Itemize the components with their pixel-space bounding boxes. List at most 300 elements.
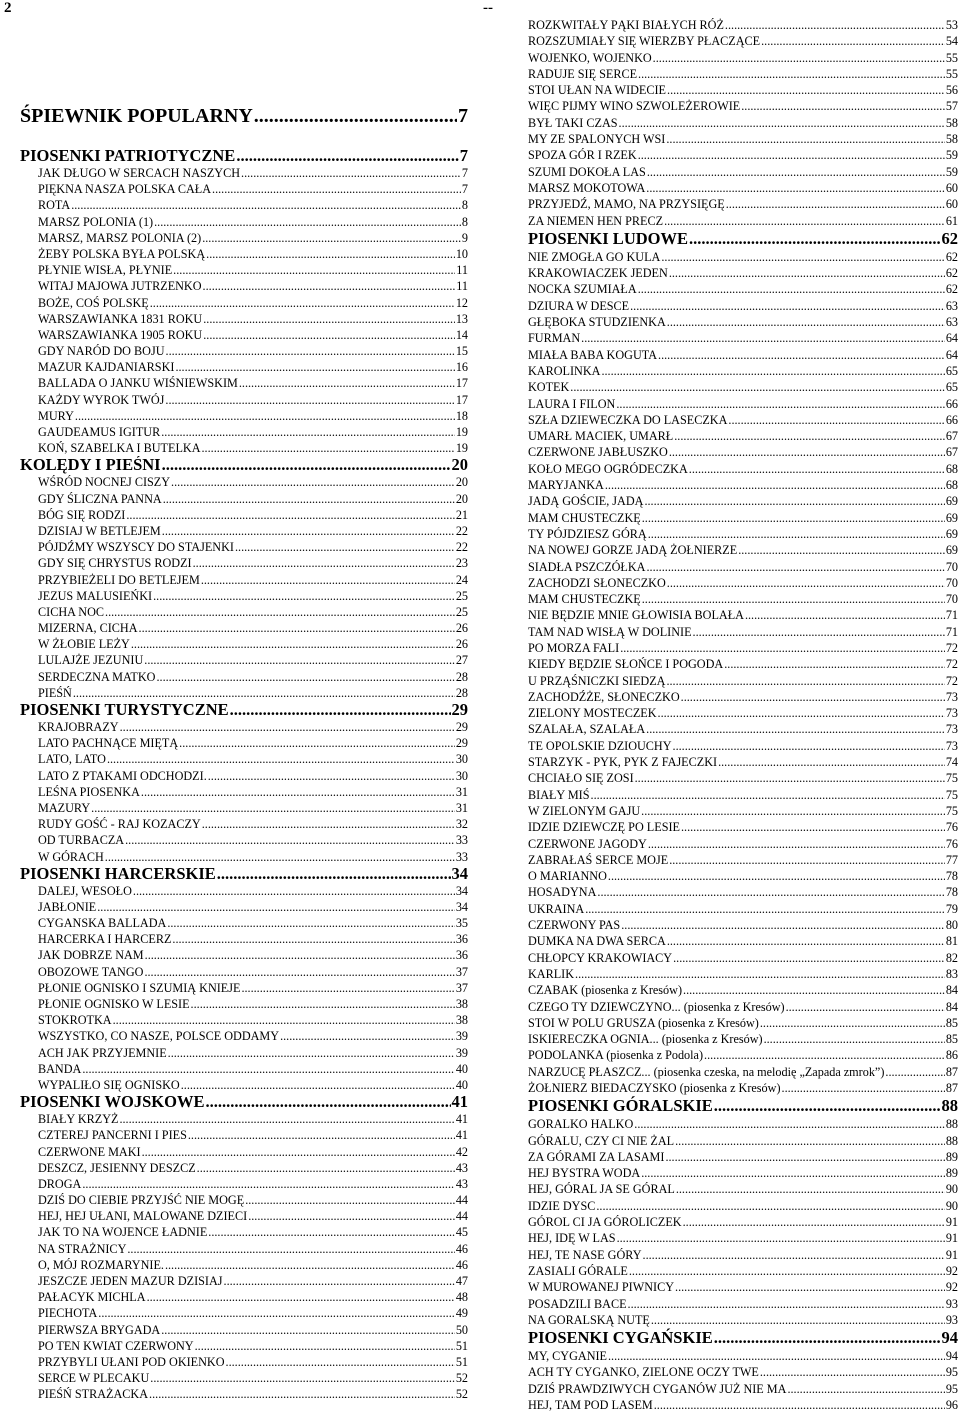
dot-leader: [202, 816, 455, 832]
dot-leader: [646, 721, 945, 737]
toc-entry: [528, 640, 958, 656]
toc-entry: [20, 539, 468, 555]
toc-entry-title: CZTEREJ PANCERNI I PIES: [38, 1128, 187, 1143]
dot-leader: [149, 1386, 455, 1402]
dot-leader: [669, 852, 945, 868]
toc-entry-page: 62: [945, 249, 958, 264]
toc-entry-title: KOŃ, SZABELKA I BUTELKA: [38, 441, 201, 456]
toc-entry-title: SERCE W PLECAKU: [38, 1371, 150, 1386]
toc-entry-page: 44: [455, 1209, 468, 1224]
toc-entry-page: 63: [945, 298, 958, 313]
toc-entry-title: LULAJŻE JEZUNIU: [38, 653, 144, 668]
dot-leader: [641, 1165, 945, 1181]
toc-entry-title: MARSZ POLONIA (1): [38, 214, 154, 229]
dot-leader: [681, 819, 945, 835]
toc-entry-page: 33: [455, 833, 468, 848]
dot-leader: [674, 428, 945, 444]
toc-entry-page: 36: [455, 948, 468, 963]
page-number: 2: [4, 0, 12, 16]
toc-entry: [20, 883, 468, 899]
toc-entry: [528, 50, 958, 66]
toc-entry-page: 72: [945, 673, 958, 688]
toc-entry-title: HARCERKA I HARCERZ: [38, 932, 172, 947]
dot-leader: [738, 542, 945, 558]
toc-entry: [528, 180, 958, 196]
toc-entry-page: 54: [945, 34, 958, 49]
dot-leader: [728, 412, 944, 428]
toc-entry-page: 8: [461, 198, 468, 213]
toc-entry-page: 87: [945, 1064, 958, 1079]
toc-entry-title: ACH JAK PRZYJEMNIE: [38, 1045, 167, 1060]
toc-entry: [528, 363, 958, 379]
dot-leader: [764, 1031, 945, 1047]
toc-entry-page: 12: [455, 295, 468, 310]
dot-leader: [666, 131, 944, 147]
toc-entry-page: 64: [945, 331, 958, 346]
toc-entry-page: 20: [455, 475, 468, 490]
dot-leader: [616, 396, 944, 412]
toc-entry-page: 46: [455, 1241, 468, 1256]
dot-leader: [718, 754, 945, 770]
toc-entry-page: 68: [945, 461, 958, 476]
dot-leader: [608, 1348, 945, 1364]
toc-entry-page: 29: [455, 720, 468, 734]
toc-entry: [528, 33, 958, 49]
toc-entry-page: 43: [455, 1176, 468, 1191]
toc-entry-title: JEZUS MALUSIEŃKI: [38, 588, 153, 603]
toc-entry-title: IDZIE DZIEWCZĘ PO LESIE: [528, 820, 680, 835]
dot-leader: [226, 1354, 455, 1370]
dot-leader: [676, 1181, 945, 1197]
toc-section-heading: [528, 1096, 958, 1116]
toc-entry-page: 66: [945, 396, 958, 411]
toc-book-heading: [20, 103, 468, 147]
toc-entry-page: 69: [945, 543, 958, 558]
dot-leader: [202, 440, 455, 456]
toc-section-heading: [20, 147, 468, 165]
toc-entry-page: 85: [945, 1015, 958, 1030]
toc-entry-title: MARYJANKA: [528, 478, 604, 493]
dot-leader: [643, 1247, 945, 1263]
toc-entry-title: ZACHODŹŻE, SŁONECZKO: [528, 689, 680, 704]
toc-entry-page: 80: [945, 918, 958, 933]
toc-entry-title: WOJENKO, WOJENKO: [528, 50, 652, 65]
toc-entry: [20, 424, 468, 440]
dot-leader: [667, 933, 945, 949]
toc-entry-page: 31: [455, 784, 468, 799]
toc-entry: [528, 1214, 958, 1230]
toc-entry-title: KOLĘDY I PIEŚNI: [20, 456, 161, 475]
dot-leader: [119, 1111, 454, 1127]
dot-leader: [667, 575, 945, 591]
toc-entry-page: 76: [945, 820, 958, 835]
dot-leader: [693, 624, 945, 640]
toc-entry: [528, 428, 958, 444]
toc-entry-title: HEJ, TE NASE GÓRY: [528, 1247, 642, 1262]
toc-entry-title: KRAKOWIACZEK JEDEN: [528, 266, 668, 281]
toc-entry-page: 53: [945, 18, 958, 32]
toc-entry-page: 94: [941, 1328, 958, 1348]
toc-entry-title: W ŻŁOBIE LEŻY: [38, 637, 130, 652]
toc-entry-page: 56: [945, 83, 958, 98]
dot-leader: [714, 1328, 941, 1348]
toc-entry: [20, 1077, 468, 1093]
dot-leader: [658, 705, 945, 721]
toc-entry-page: 73: [945, 706, 958, 721]
toc-entry-title: LATO, LATO: [38, 752, 106, 767]
toc-entry-title: KIEDY BĘDZIE SŁOŃCE I POGODA: [528, 657, 724, 672]
toc-entry-page: 73: [945, 689, 958, 704]
toc-entry-page: 86: [945, 1048, 958, 1063]
dot-leader: [666, 673, 944, 689]
toc-entry-page: 88: [941, 1096, 958, 1116]
dot-leader: [193, 555, 455, 571]
toc-entry-page: 62: [945, 266, 958, 281]
dot-leader: [75, 408, 455, 424]
toc-entry: [528, 249, 958, 265]
toc-entry: [20, 947, 468, 963]
toc-entry: [20, 1127, 468, 1143]
toc-entry: [528, 1364, 958, 1380]
dot-leader: [203, 278, 456, 294]
toc-entry-title: W GÓRACH: [38, 849, 104, 864]
toc-entry-page: 38: [455, 997, 468, 1011]
toc-entry-title: MARSZ MOKOTOWA: [528, 180, 646, 195]
toc-entry-page: 59: [945, 164, 958, 179]
dot-leader: [205, 1093, 450, 1111]
dot-leader: [141, 784, 455, 800]
toc-entry-page: 22: [455, 523, 468, 538]
dot-leader: [724, 656, 945, 672]
toc-entry: [20, 214, 468, 230]
toc-entry: [528, 147, 958, 163]
toc-entry: [528, 591, 958, 607]
toc-entry: [20, 980, 468, 996]
toc-entry: [20, 327, 468, 343]
toc-entry: [528, 738, 958, 754]
toc-entry-page: 37: [455, 964, 468, 979]
toc-section-heading: [20, 456, 468, 474]
toc-entry-page: 62: [941, 228, 958, 248]
toc-entry-title: CZERWONE JABŁUSZKO: [528, 445, 668, 460]
toc-entry-title: GÓRALU, CZY CI NIE ŻAL: [528, 1133, 675, 1148]
toc-entry: [20, 636, 468, 652]
toc-entry-title: W ZIELONYM GAJU: [528, 803, 641, 818]
dot-leader: [161, 424, 455, 440]
toc-entry-page: 34: [451, 864, 468, 883]
toc-entry-page: 33: [455, 849, 468, 864]
toc-entry-page: 11: [456, 263, 468, 278]
toc-entry-title: ROZSZUMIAŁY SIĘ WIERZBY PŁACZĄCE: [528, 34, 761, 49]
toc-entry-title: MIAŁA BABA KOGUTA: [528, 347, 658, 362]
toc-entry-page: 84: [945, 983, 958, 998]
toc-entry-page: 28: [455, 685, 468, 700]
toc-entry-page: 26: [455, 621, 468, 636]
toc-entry-title: PIEŚŃ STRAŻACKA: [38, 1387, 149, 1402]
toc-entry: [528, 1064, 958, 1080]
toc-entry-page: 83: [945, 966, 958, 981]
toc-entry-title: GDY ŚLICZNA PANNA: [38, 491, 162, 506]
toc-entry-title: HOSADYNA: [528, 885, 597, 900]
dot-leader: [704, 1047, 945, 1063]
dot-leader: [642, 591, 945, 607]
toc-entry-title: BIAŁY MIŚ: [528, 787, 590, 802]
toc-entry-page: 73: [945, 722, 958, 737]
toc-entry: [20, 1354, 468, 1370]
dot-leader: [147, 1289, 455, 1305]
toc-entry-page: 52: [455, 1387, 468, 1402]
toc-entry-page: 63: [945, 315, 958, 330]
toc-entry-page: 74: [945, 755, 958, 770]
toc-entry-page: 76: [945, 836, 958, 851]
toc-section-heading: [20, 1093, 468, 1111]
dot-leader: [162, 523, 455, 539]
toc-entry: [20, 1176, 468, 1192]
dot-leader: [787, 1381, 944, 1397]
toc-entry-title: WYPALIŁO SIĘ OGNISKO: [38, 1077, 180, 1092]
toc-entry-page: 25: [455, 604, 468, 619]
toc-entry-page: 42: [455, 1144, 468, 1159]
toc-entry: [20, 685, 468, 701]
toc-entry: [20, 784, 468, 800]
toc-entry-title: SZUMI DOKOŁA LAS: [528, 164, 646, 179]
toc-entry: [528, 314, 958, 330]
dot-leader: [726, 196, 945, 212]
toc-entry-page: 27: [455, 653, 468, 668]
toc-entry-title: UKRAINA: [528, 901, 585, 916]
toc-entry-page: 40: [455, 1077, 468, 1092]
dot-leader: [133, 883, 455, 899]
toc-entry: [20, 507, 468, 523]
toc-entry: [20, 1386, 468, 1402]
toc-entry-title: MARSZ, MARSZ POLONIA (2): [38, 230, 202, 245]
toc-entry: [528, 982, 958, 998]
toc-entry-page: 58: [945, 115, 958, 130]
toc-entry-page: 29: [455, 736, 468, 751]
toc-entry: [528, 689, 958, 705]
dot-leader: [641, 803, 945, 819]
toc-entry-title: PO TEN KWIAT CZERWONY: [38, 1338, 194, 1353]
toc-entry-title: NARZUCĘ PŁASZCZ... (piosenka czeska, na melodię „Zapada zmrok”): [528, 1064, 885, 1079]
dot-leader: [224, 1273, 455, 1289]
toc-entry: [20, 246, 468, 262]
toc-entry-page: 47: [455, 1274, 468, 1288]
dot-leader: [621, 917, 945, 933]
toc-entry: [528, 1397, 958, 1413]
dot-leader: [648, 836, 945, 852]
toc-entry-title: BÓG SIĘ RODZI: [38, 507, 126, 522]
dot-leader: [150, 295, 455, 311]
toc-entry-page: 96: [945, 1398, 958, 1413]
toc-entry-title: HEJ BYSTRA WODA: [528, 1166, 641, 1181]
toc-entry: [528, 196, 958, 212]
toc-entry-title: PIOSENKI LUDOWE: [528, 228, 688, 248]
toc-entry-page: 67: [945, 445, 958, 460]
toc-entry: [20, 915, 468, 931]
toc-entry: [528, 17, 958, 33]
toc-entry-title: PIOSENKI GÓRALSKIE: [528, 1096, 713, 1116]
dot-leader: [760, 1015, 945, 1031]
toc-entry: [528, 396, 958, 412]
toc-entry: [528, 1031, 958, 1047]
toc-entry: [20, 474, 468, 490]
toc-entry-page: 78: [945, 869, 958, 884]
dot-leader: [248, 1208, 455, 1224]
toc-entry: [528, 213, 958, 229]
dot-leader: [638, 66, 945, 82]
toc-entry: [20, 669, 468, 685]
toc-entry: [20, 1257, 468, 1273]
toc-entry-page: 77: [945, 852, 958, 867]
dot-leader: [120, 719, 455, 735]
dot-leader: [166, 343, 455, 359]
toc-entry-page: 85: [945, 1032, 958, 1047]
toc-entry-page: 22: [455, 540, 468, 555]
toc-entry-title: LATO Z PTAKAMI ODCHODZI.: [38, 768, 207, 783]
toc-entry-title: DROGA: [38, 1176, 82, 1191]
toc-entry-page: 64: [945, 347, 958, 362]
toc-entry-page: 30: [455, 752, 468, 767]
dot-leader: [197, 1160, 455, 1176]
toc-entry: [20, 1224, 468, 1240]
dot-leader: [142, 1144, 455, 1160]
dot-leader: [82, 1061, 454, 1077]
dot-leader: [651, 1312, 945, 1328]
toc-entry: [20, 588, 468, 604]
toc-entry-title: KOTEK: [528, 380, 570, 395]
toc-entry-title: DZISIAJ W BETLEJEM: [38, 523, 161, 538]
toc-entry-page: 37: [455, 980, 468, 995]
toc-entry-page: 20: [451, 456, 468, 475]
toc-entry-title: IDZIE DYSC: [528, 1198, 596, 1213]
dot-leader: [245, 1192, 455, 1208]
toc-entry-page: 16: [455, 360, 468, 375]
dot-leader: [597, 884, 944, 900]
dot-leader: [658, 347, 945, 363]
toc-entry-title: KARLIK: [528, 966, 575, 981]
toc-entry-title: LAURA I FILON: [528, 396, 616, 411]
dot-leader: [241, 980, 454, 996]
toc-entry-title: PIEŚŃ: [38, 685, 72, 700]
toc-entry-title: JAK DOBRZE NAM: [38, 948, 144, 963]
toc-entry-title: ROTA: [38, 198, 71, 213]
toc-entry-title: ZACHODZI SŁONECZKO: [528, 575, 666, 590]
toc-entry-title: MIZERNA, CICHA: [38, 621, 138, 636]
toc-entry: [20, 719, 468, 735]
toc-entry: [20, 491, 468, 507]
toc-entry-page: 25: [455, 588, 468, 603]
dot-leader: [139, 620, 455, 636]
toc-entry-title: PODOLANKA (piosenka z Podola): [528, 1048, 704, 1063]
toc-entry: [528, 1348, 958, 1364]
dot-leader: [127, 1241, 454, 1257]
toc-entry-title: OBOZOWE TANGO: [38, 964, 144, 979]
dot-leader: [162, 456, 451, 474]
toc-entry-page: 24: [455, 572, 468, 587]
toc-entry-title: W MUROWANEJ PIWNICY: [528, 1280, 675, 1295]
toc-entry: [20, 572, 468, 588]
toc-entry-title: WŚRÓD NOCNEJ CISZY: [38, 475, 171, 490]
toc-entry-title: PÓJDŹMY WSZYSCY DO STAJENKI: [38, 540, 234, 555]
dot-leader: [280, 1028, 455, 1044]
dot-leader: [171, 474, 455, 490]
dot-leader: [761, 33, 945, 49]
toc-entry: [20, 1370, 468, 1386]
toc-entry: [528, 868, 958, 884]
toc-entry-title: MAM CHUSTECZKĘ: [528, 592, 641, 607]
toc-entry: [528, 673, 958, 689]
toc-entry-title: ŻEBY POLSKA BYŁA POLSKĄ: [38, 246, 206, 261]
toc-entry-title: MY ZE SPALONYCH WSI: [528, 132, 666, 147]
toc-entry-page: 84: [945, 999, 958, 1014]
toc-entry: [528, 347, 958, 363]
toc-entry-page: 71: [945, 624, 958, 639]
toc-entry-page: 34: [455, 883, 468, 898]
dot-leader: [154, 214, 461, 230]
toc-entry: [528, 1230, 958, 1246]
dot-leader: [673, 950, 945, 966]
toc-entry-page: 30: [455, 768, 468, 783]
dot-leader: [168, 1045, 455, 1061]
dot-leader: [125, 832, 455, 848]
toc-entry-title: DESZCZ, JESIENNY DESZCZ: [38, 1160, 196, 1175]
dot-leader: [675, 1133, 945, 1149]
toc-entry-title: SPOZA GÓR I RZEK: [528, 148, 637, 163]
dot-leader: [202, 230, 461, 246]
toc-entry-title: ZIELONY MOSTECZEK: [528, 706, 657, 721]
toc-entry-page: 71: [945, 608, 958, 623]
toc-entry-title: TE OPOLSKIE DZIOUCHY: [528, 738, 672, 753]
toc-entry-title: UMARŁ MACIEK, UMARŁ: [528, 429, 674, 444]
toc-entry-page: 88: [945, 1117, 958, 1132]
dot-leader: [661, 249, 944, 265]
toc-entry-page: 45: [455, 1225, 468, 1240]
toc-entry-page: 52: [455, 1371, 468, 1386]
toc-entry-page: 95: [945, 1381, 958, 1396]
toc-entry: [528, 1149, 958, 1165]
toc-entry: [528, 656, 958, 672]
toc-entry-title: ISKIERECZKA OGNIA... (piosenka z Kresów): [528, 1032, 763, 1047]
toc-entry-title: STARZYK - PYK, PYK Z FAJECZKI: [528, 755, 718, 770]
toc-entry-title: GŁĘBOKA STUDZIENKA: [528, 315, 666, 330]
dot-leader: [689, 229, 941, 249]
toc-entry-page: 41: [455, 1128, 468, 1143]
toc-entry: [20, 375, 468, 391]
toc-entry-title: LATO PACHNĄCE MIĘTĄ: [38, 736, 179, 751]
toc-entry-title: STOI W POLU GRUSZA (piosenka z Kresów): [528, 1015, 759, 1030]
dot-leader: [683, 982, 945, 998]
toc-entry: [20, 800, 468, 816]
dot-leader: [188, 1127, 455, 1143]
toc-entry-page: 72: [945, 640, 958, 655]
dot-leader: [105, 604, 455, 620]
dot-leader: [201, 572, 455, 588]
toc-entry: [20, 1305, 468, 1321]
toc-entry: [528, 265, 958, 281]
dot-leader: [173, 262, 455, 278]
toc-entry: [20, 1045, 468, 1061]
toc-entry-page: 18: [455, 408, 468, 423]
dot-leader: [167, 915, 454, 931]
toc-entry-page: 26: [455, 637, 468, 652]
toc-entry: [528, 281, 958, 297]
dot-leader: [669, 444, 945, 460]
toc-entry: [528, 66, 958, 82]
toc-entry: [20, 1241, 468, 1257]
toc-entry-title: HEJ, TAM POD LASEM: [528, 1398, 653, 1413]
toc-entry: [20, 262, 468, 278]
toc-entry-title: PO MORZA FALI: [528, 640, 620, 655]
